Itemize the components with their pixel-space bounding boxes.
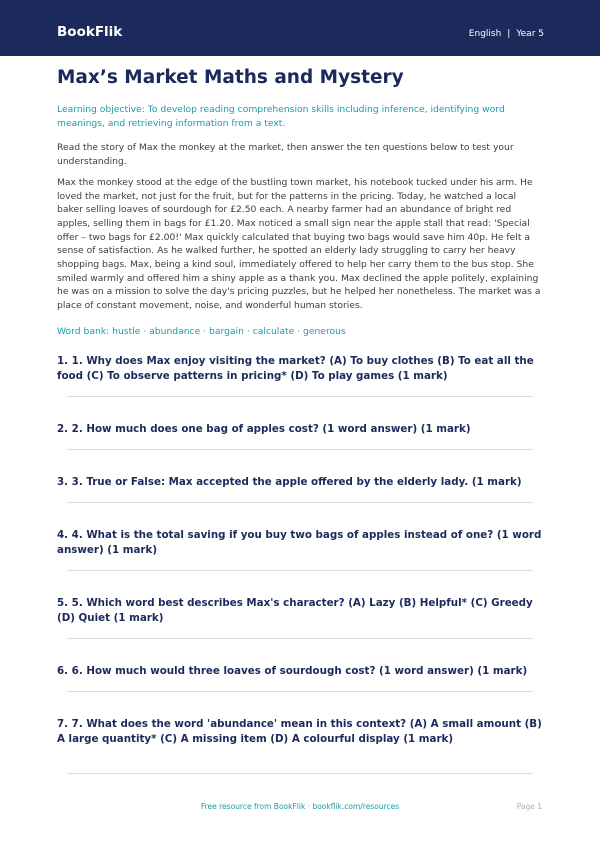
brand-logo[interactable]: BookFlik bbox=[57, 24, 123, 40]
question-text: 2. 2. How much does one bag of apples cost? (1 word answer) (1 mark) bbox=[57, 422, 471, 435]
question-list bbox=[57, 354, 543, 774]
question-item bbox=[57, 475, 543, 503]
intro-text: Read the story of Max the monkey at the market, then answer the ten questions below to test your understanding. bbox=[57, 142, 514, 168]
year-label: Year 5 bbox=[516, 29, 544, 39]
question-item bbox=[57, 354, 543, 397]
question-text: 4. 4. What is the total saving if you buy two bags of apples instead of one? (1 word answer) (1 mark) bbox=[57, 528, 542, 556]
separator: | bbox=[507, 29, 511, 39]
subject-year-label bbox=[469, 28, 544, 40]
question-item bbox=[57, 422, 543, 450]
learning-objective: Learning objective: To develop reading comprehension skills including inference, identifying word meanings, and retrieving information from a text. bbox=[57, 104, 505, 129]
question-item bbox=[57, 717, 543, 774]
answer-line bbox=[67, 773, 533, 774]
header-bar bbox=[0, 0, 600, 56]
question-item bbox=[57, 664, 543, 692]
question-item bbox=[57, 596, 543, 639]
question-text: 1. 1. Why does Max enjoy visiting the market? (A) To buy clothes (B) To eat all the food (C) To observe patterns in pricing* (D) To play games (1 mark) bbox=[57, 354, 534, 382]
question-text: 6. 6. How much would three loaves of sourdough cost? (1 word answer) (1 mark) bbox=[57, 664, 528, 677]
worksheet-content bbox=[57, 62, 543, 774]
word-bank: Word bank: hustle · abundance · bargain · calculate · generous bbox=[57, 325, 346, 337]
question-text: 5. 5. Which word best describes Max's character? (A) Lazy (B) Helpful* (C) Greedy (D) Quiet (1 mark) bbox=[57, 596, 533, 624]
page-number: Page 1 bbox=[516, 802, 542, 811]
footer-text[interactable]: Free resource from BookFlik · bookflik.com/resources bbox=[200, 802, 400, 811]
story-text: Max the monkey stood at the edge of the bustling town market, his notebook tucked under his arm. He loved the market, not just for the fruit, but for the patterns in the pricing. Today, he watched a local baker selling loaves of sourdough for £2.50 each. A nearby farmer had an abundance of bright red apples, selling them in bags for £1.20. Max noticed a small sign near the apple stall that read: 'Special offer – two bags for £2.00!' Max quickly calculated that buying two bags would save him 40p. He felt a sense of satisfaction. As he walked further, he spotted an elderly lady struggling to carry her heavy shopping bags. Max, being a kind soul, immediately offered to help her carry them to the bus stop. She smiled warmly and offered him a shiny apple as a thank you. Max declined the apple politely, explaining he was on a mission to solve the day's pricing puzzles, but he helped her nonetheless. The market was a place of constant movement, noise, and wonderful human stories. bbox=[57, 176, 541, 312]
question-item bbox=[57, 528, 543, 571]
page-title: Max’s Market Maths and Mystery bbox=[57, 67, 404, 88]
question-text: 7. 7. What does the word 'abundance' mean in this context? (A) A small amount (B) A large quantity* (C) A missing item (D) A colourful display (1 mark) bbox=[57, 717, 542, 745]
question-text: 3. 3. True or False: Max accepted the apple offered by the elderly lady. (1 mark) bbox=[57, 475, 522, 488]
subject-label: English bbox=[468, 29, 502, 39]
